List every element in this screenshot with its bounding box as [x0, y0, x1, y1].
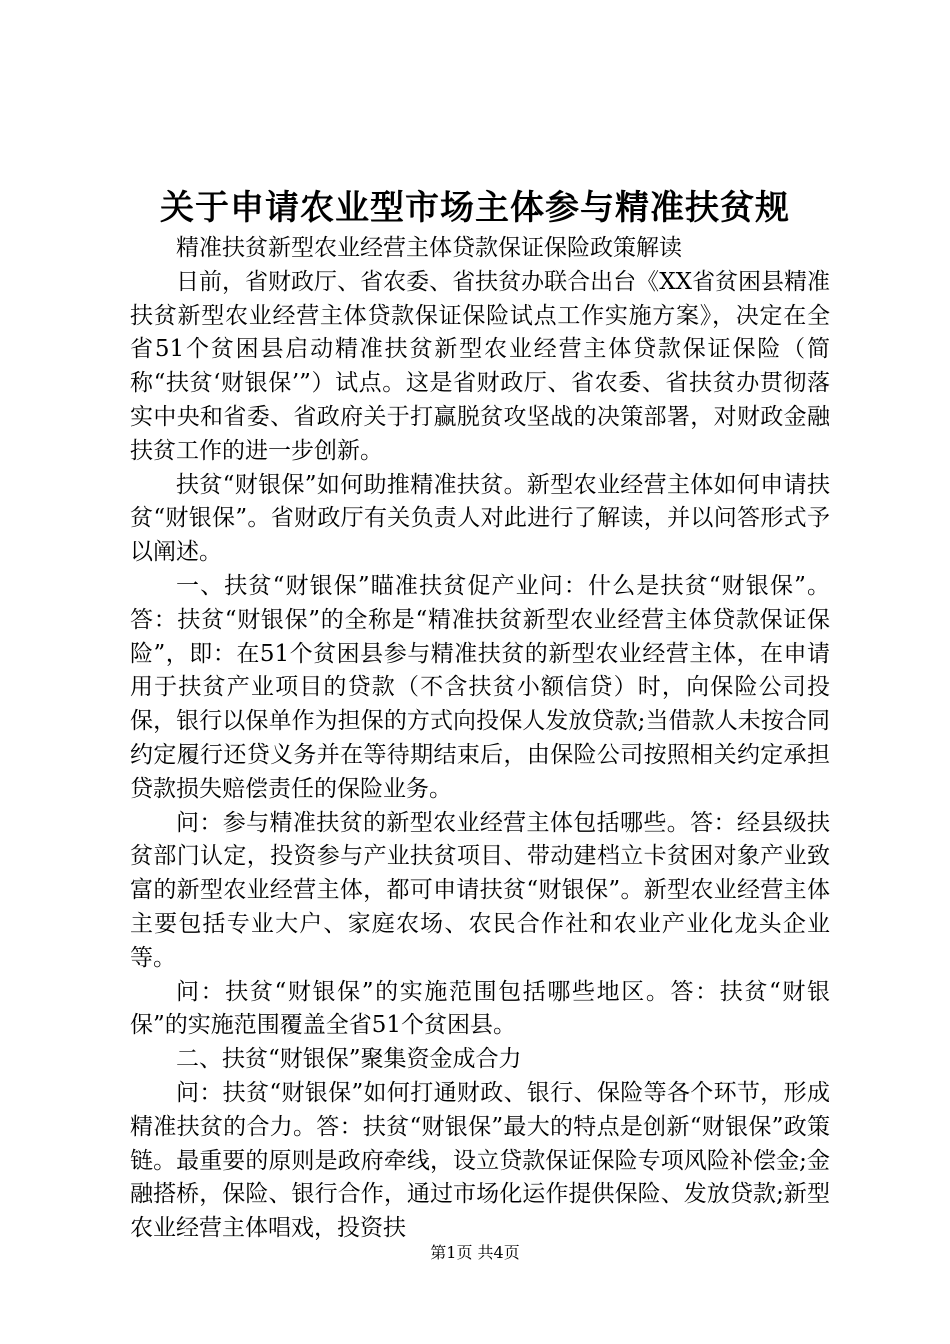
body-paragraph: 问：扶贫“财银保”如何打通财政、银行、保险等各个环节，形成精准扶贫的合力。答：扶贫“财银保”最大的特点是创新“财银保”政策链。最重要的原则是政府牵线，设立贷款保证保险专项风险补偿金;金融搭桥，保险、银行合作，通过市场化运作提供保险、发放贷款;新型农业经营主体唱戏，投资扶	[130, 1079, 830, 1242]
body-paragraph: 扶贫“财银保”如何助推精准扶贫。新型农业经营主体如何申请扶贫“财银保”。省财政厅有关负责人对此进行了解读，并以问答形式予以阐述。	[130, 471, 830, 566]
document-title: 关于申请农业型市场主体参与精准扶贫规	[160, 188, 790, 228]
subtitle-paragraph: 精准扶贫新型农业经营主体贷款保证保险政策解读	[176, 235, 682, 261]
body-paragraph: 日前，省财政厅、省农委、省扶贫办联合出台《XX省贫困县精准扶贫新型农业经营主体贷款保证保险试点工作实施方案》，决定在全省51个贫困县启动精准扶贫新型农业经营主体贷款保证保险（简称“扶贫‘财银保’”）试点。这是省财政厅、省农委、省扶贫办贯彻落实中央和省委、省政府关于打赢脱贫攻坚战的决策部署，对财政金融扶贫工作的进一步创新。	[130, 268, 830, 464]
section-heading: 二、扶贫“财银保”聚集资金成合力	[176, 1046, 522, 1073]
body-paragraph: 问：扶贫“财银保”的实施范围包括哪些地区。答：扶贫“财银保”的实施范围覆盖全省51个贫困县。	[130, 978, 830, 1039]
page-number-footer: 第1页 共4页	[430, 1243, 520, 1262]
document-body	[130, 232, 830, 1246]
body-paragraph: 一、扶贫“财银保”瞄准扶贫促产业问：什么是扶贫“财银保”。答：扶贫“财银保”的全称是“精准扶贫新型农业经营主体贷款保证保险”，即：在51个贫困县参与精准扶贫的新型农业经营主体，在申请用于扶贫产业项目的贷款（不含扶贫小额信贷）时，向保险公司投保，银行以保单作为担保的方式向投保人发放贷款;当借款人未按合同约定履行还贷义务并在等待期结束后，由保险公司按照相关约定承担贷款损失赔偿责任的保险业务。	[130, 572, 830, 802]
body-paragraph: 问：参与精准扶贫的新型农业经营主体包括哪些。答：经县级扶贫部门认定，投资参与产业扶贫项目、带动建档立卡贫困对象产业致富的新型农业经营主体，都可申请扶贫“财银保”。新型农业经营主体主要包括专业大户、家庭农场、农民合作社和农业产业化龙头企业等。	[130, 809, 830, 971]
